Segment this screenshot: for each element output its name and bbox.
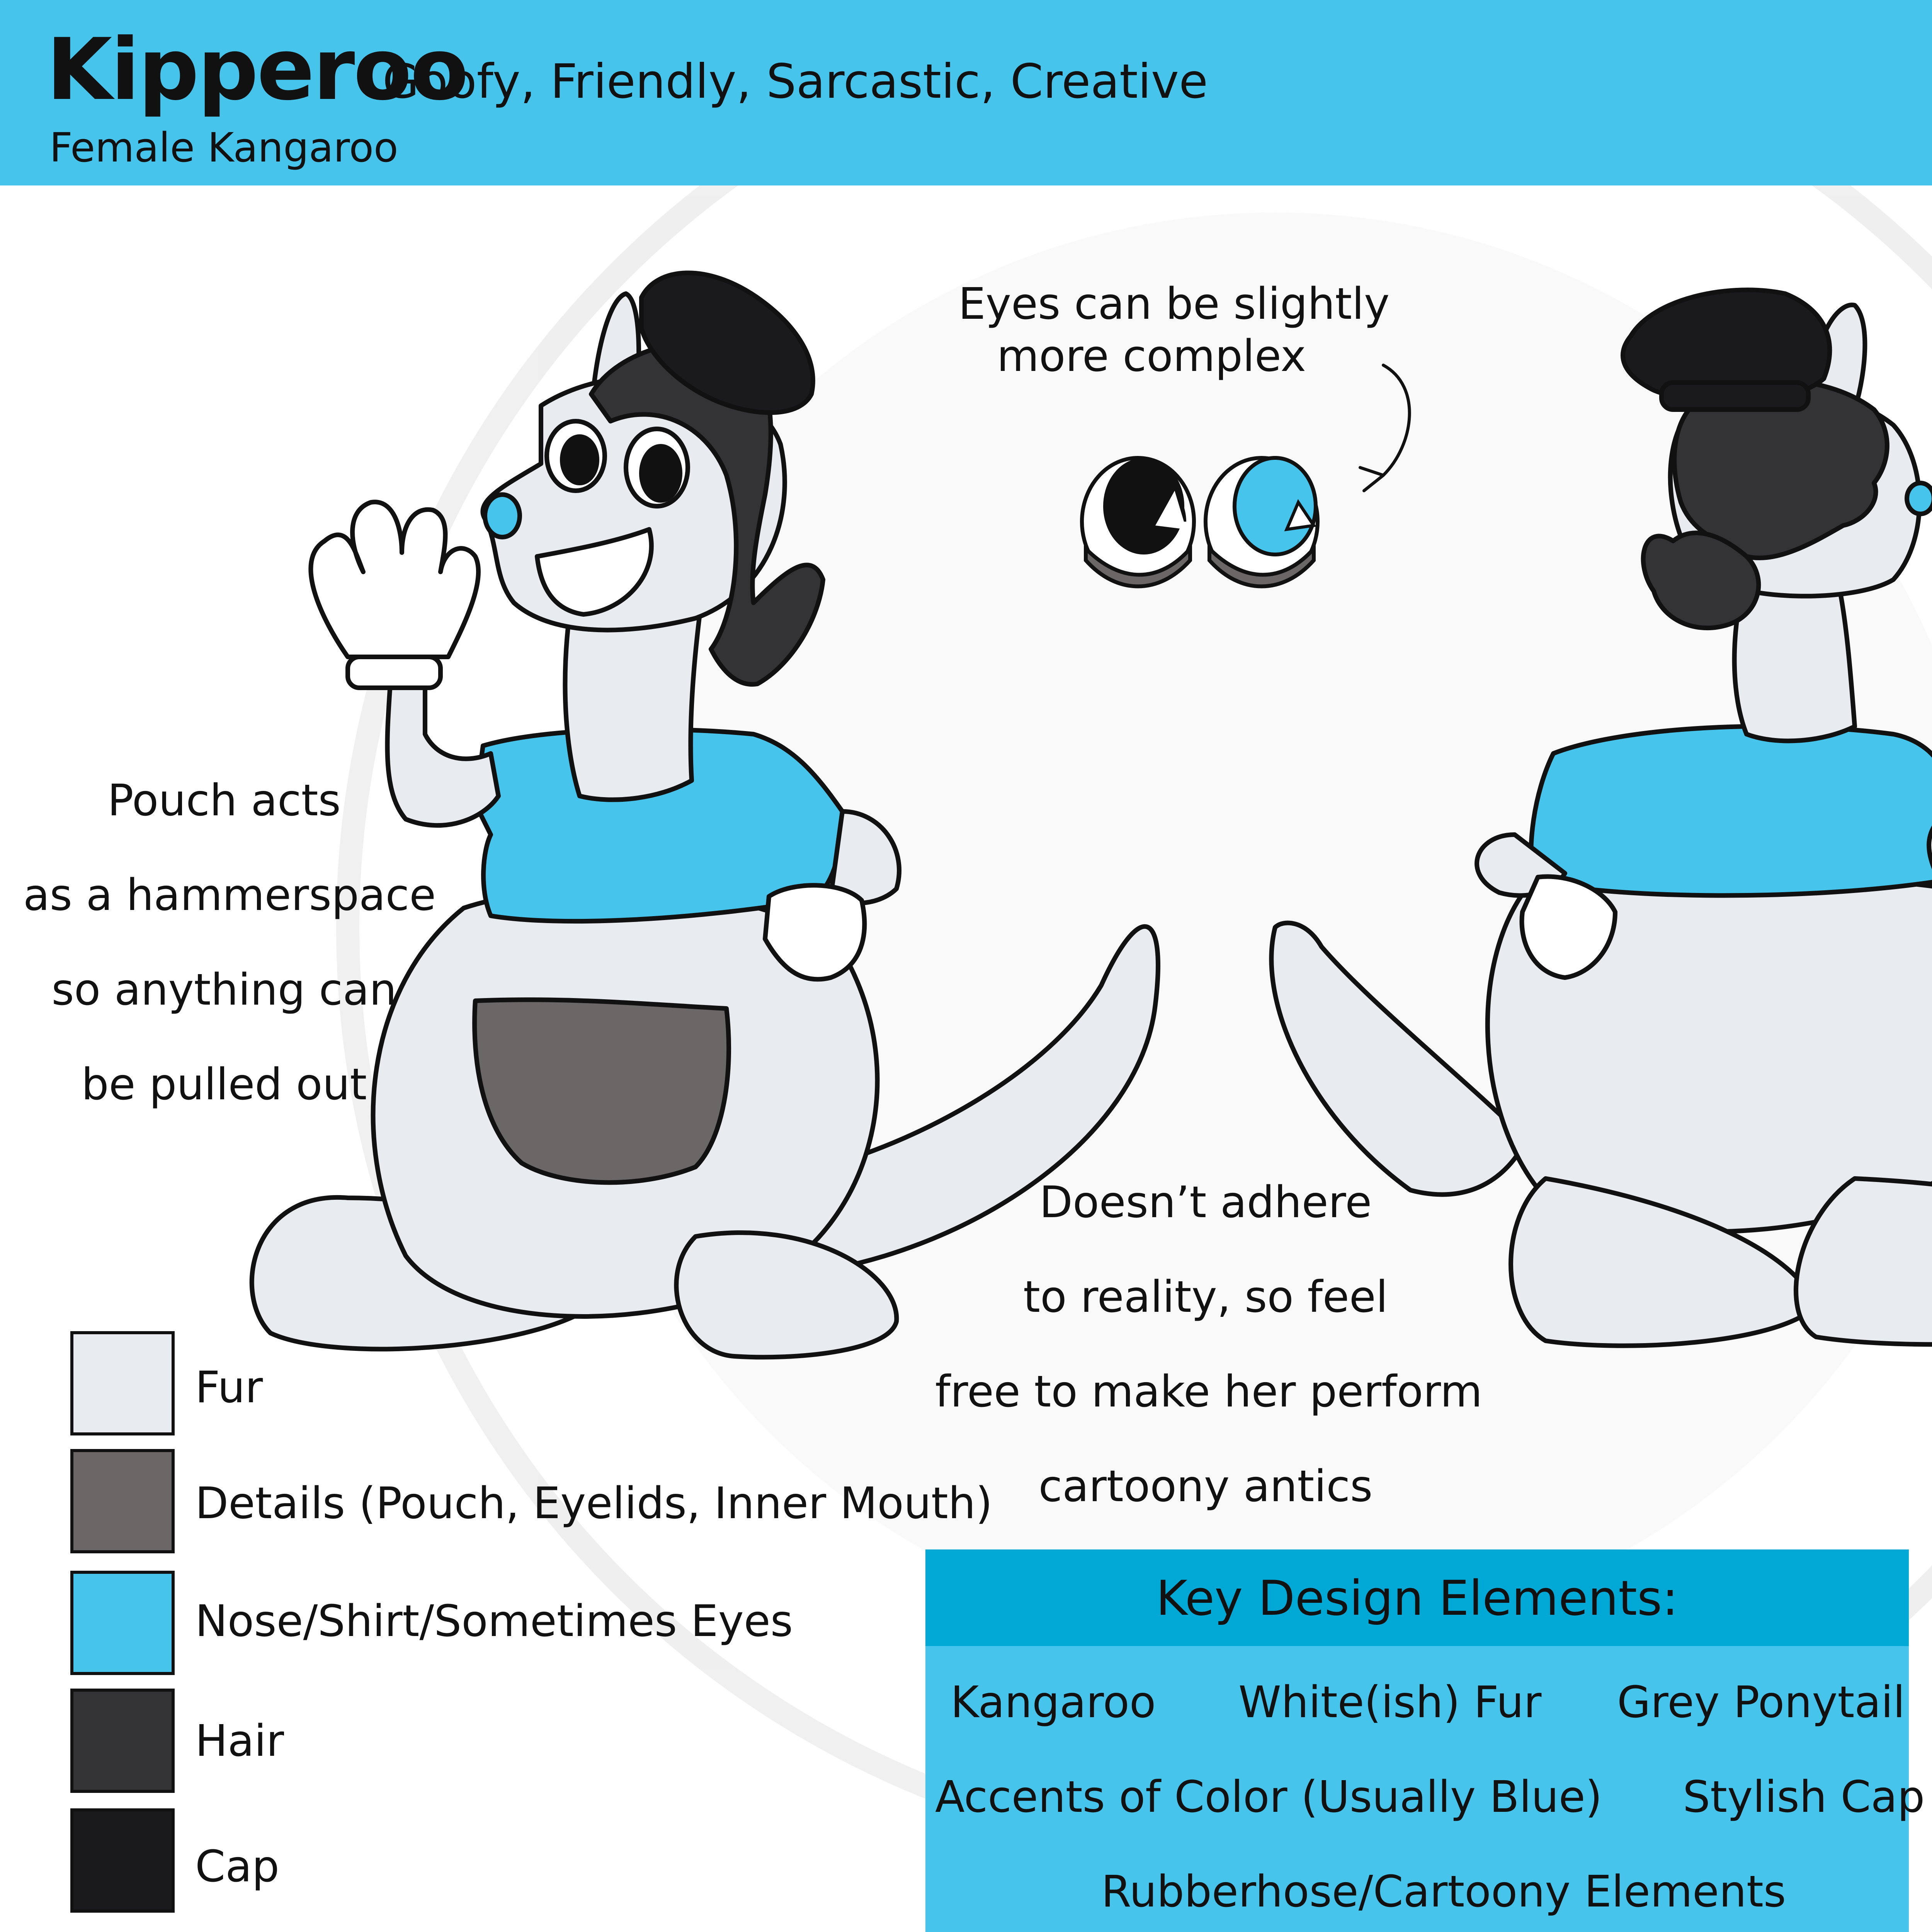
species-label: Female Kangaroo	[49, 124, 398, 171]
key-item-accents: Accents of Color (Usually Blue)	[935, 1772, 1602, 1822]
eyes-note: Eyes can be slightly more complex	[958, 279, 1390, 381]
key-item-rubberhose: Rubberhose/Cartoony Elements	[1101, 1867, 1786, 1917]
swatch-hair	[70, 1689, 175, 1793]
swatch-cap	[70, 1808, 175, 1913]
personality-traits: Goofy, Friendly, Sarcastic, Creative	[383, 54, 1208, 109]
reality-note: Doesn’t adhere to reality, so feel free to make her perform cartoony antics	[935, 1177, 1483, 1512]
character-name: Kipperoo	[46, 20, 467, 119]
key-item-kangaroo: Kangaroo	[951, 1677, 1156, 1728]
style-note	[1924, 216, 1932, 500]
swatch-label-accent: Nose/Shirt/Sometimes Eyes	[195, 1596, 793, 1646]
key-item-cap: Stylish Cap	[1683, 1772, 1925, 1822]
pouch-note: Pouch acts as a hammerspace so anything can be pulled out	[23, 776, 436, 1110]
swatch-label-fur: Fur	[195, 1362, 263, 1413]
key-design-panel	[925, 1549, 1925, 1932]
swatch-fur	[70, 1331, 175, 1435]
swatch-accent	[70, 1571, 175, 1675]
swatch-label-hair: Hair	[195, 1716, 284, 1766]
key-design-title: Key Design Elements:	[1156, 1571, 1679, 1626]
swatch-label-cap: Cap	[195, 1842, 279, 1892]
swatch-label-details: Details (Pouch, Eyelids, Inner Mouth)	[195, 1478, 993, 1529]
key-item-ponytail: Grey Ponytail	[1617, 1677, 1905, 1728]
key-item-fur: White(ish) Fur	[1238, 1677, 1542, 1728]
swatch-details	[70, 1449, 175, 1553]
